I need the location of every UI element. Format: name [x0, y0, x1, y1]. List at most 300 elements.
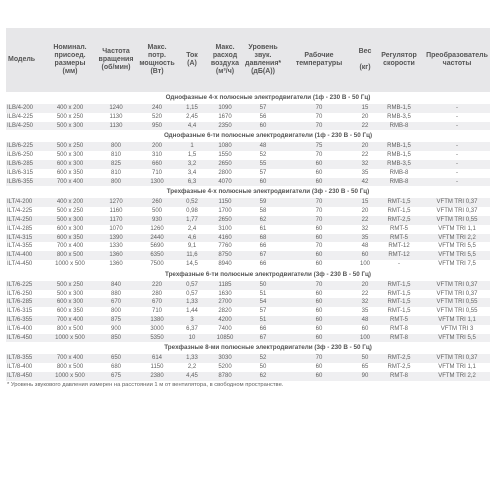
cell-weight: 15: [356, 104, 374, 113]
cell-noise: 66: [244, 325, 282, 334]
cell-converter: VFTM TRI 0,37: [424, 281, 490, 290]
header-converter: Преобразователь частоты: [424, 28, 490, 92]
cell-airflow: 8940: [206, 260, 244, 269]
cell-size: 500 x 300: [44, 216, 96, 225]
cell-current: 2,2: [178, 363, 206, 372]
cell-weight: 60: [356, 325, 374, 334]
cell-weight: 65: [356, 363, 374, 372]
cell-model: ILB/4-225: [6, 113, 44, 122]
table-row: [6, 142, 490, 151]
cell-noise: 66: [244, 242, 282, 251]
cell-frequency: 1270: [96, 198, 136, 207]
cell-frequency: 810: [96, 151, 136, 160]
cell-frequency: 825: [96, 160, 136, 169]
cell-current: 10: [178, 334, 206, 343]
cell-regulator: RMT-1,5: [374, 198, 424, 207]
table-row: [6, 234, 490, 243]
cell-size: 400 x 200: [44, 104, 96, 113]
cell-airflow: 7760: [206, 242, 244, 251]
cell-noise: 52: [244, 151, 282, 160]
cell-regulator: RMT-2,5: [374, 363, 424, 372]
table-row: [6, 207, 490, 216]
section-title: Трехфазные 4-х полюсные электродвигатели (3ф - 230 В - 50 Гц): [6, 186, 490, 198]
cell-converter: VFTM TRI 2,2: [424, 234, 490, 243]
cell-size: 400 x 200: [44, 198, 96, 207]
cell-current: 1: [178, 142, 206, 151]
cell-current: 1,33: [178, 354, 206, 363]
cell-regulator: RMB-3,5: [374, 160, 424, 169]
header-model: Модель: [6, 28, 44, 92]
table-row: [6, 242, 490, 251]
cell-size: 500 x 300: [44, 151, 96, 160]
cell-converter: VFTM TRI 3: [424, 325, 490, 334]
cell-model: ILT/6-315: [6, 307, 44, 316]
cell-size: 500 x 300: [44, 122, 96, 131]
cell-noise: 62: [244, 372, 282, 381]
cell-power: 260: [136, 198, 178, 207]
cell-regulator: RMT-2,5: [374, 354, 424, 363]
cell-size: 500 x 250: [44, 142, 96, 151]
cell-model: ILT/6-450: [6, 334, 44, 343]
cell-weight: 22: [356, 122, 374, 131]
cell-temperature: 70: [282, 113, 356, 122]
cell-noise: 56: [244, 113, 282, 122]
cell-airflow: 1550: [206, 151, 244, 160]
cell-model: ILT/6-225: [6, 281, 44, 290]
cell-size: 600 x 350: [44, 169, 96, 178]
cell-power: 3000: [136, 325, 178, 334]
cell-power: 7500: [136, 260, 178, 269]
header-temperature: Рабочие температуры: [282, 28, 356, 92]
cell-size: 600 x 300: [44, 160, 96, 169]
cell-power: 5350: [136, 334, 178, 343]
cell-weight: 20: [356, 207, 374, 216]
cell-model: ILB/6-225: [6, 142, 44, 151]
cell-size: 600 x 300: [44, 298, 96, 307]
header-noise: Уровень звук. давления* (дБ(А)): [244, 28, 282, 92]
cell-converter: -: [424, 122, 490, 131]
cell-converter: VFTM TRI 5,5: [424, 242, 490, 251]
cell-weight: 100: [356, 334, 374, 343]
cell-power: 6350: [136, 251, 178, 260]
table-body: [6, 92, 490, 381]
cell-current: 4,4: [178, 122, 206, 131]
cell-size: 700 x 400: [44, 316, 96, 325]
cell-weight: 35: [356, 234, 374, 243]
cell-converter: VFTM TRI 0,55: [424, 298, 490, 307]
section-title-row: [6, 186, 490, 198]
cell-current: 1,15: [178, 104, 206, 113]
cell-airflow: 2800: [206, 169, 244, 178]
table-row: [6, 225, 490, 234]
header-regulator: Регулятор скорости: [374, 28, 424, 92]
table-row: [6, 251, 490, 260]
cell-temperature: 60: [282, 225, 356, 234]
cell-converter: VFTM TRI 0,37: [424, 198, 490, 207]
cell-converter: VFTM TRI 2,2: [424, 372, 490, 381]
cell-temperature: 60: [282, 290, 356, 299]
cell-power: 500: [136, 207, 178, 216]
cell-size: 500 x 250: [44, 207, 96, 216]
table-header: [6, 28, 490, 92]
cell-power: 240: [136, 104, 178, 113]
cell-temperature: 75: [282, 142, 356, 151]
cell-airflow: 1630: [206, 290, 244, 299]
spec-table: [6, 28, 490, 381]
cell-converter: -: [424, 151, 490, 160]
cell-temperature: 70: [282, 198, 356, 207]
cell-power: 200: [136, 142, 178, 151]
cell-power: 710: [136, 307, 178, 316]
table-row: [6, 160, 490, 169]
cell-power: 660: [136, 160, 178, 169]
cell-temperature: 70: [282, 216, 356, 225]
footnote: * Уровень звукового давления измерен на расстоянии 1 м от вентилятора, в свободном пространстве.: [7, 381, 284, 388]
cell-noise: 50: [244, 363, 282, 372]
cell-frequency: 1360: [96, 260, 136, 269]
cell-weight: 48: [356, 242, 374, 251]
cell-converter: VFTM TRI 0,55: [424, 216, 490, 225]
cell-power: 1380: [136, 316, 178, 325]
cell-current: 1,5: [178, 151, 206, 160]
cell-noise: 48: [244, 142, 282, 151]
table-row: [6, 298, 490, 307]
cell-frequency: 670: [96, 298, 136, 307]
cell-model: ILT/6-285: [6, 298, 44, 307]
cell-weight: 15: [356, 198, 374, 207]
cell-airflow: 10850: [206, 334, 244, 343]
cell-regulator: RMT-1,5: [374, 298, 424, 307]
cell-regulator: RMB-8: [374, 122, 424, 131]
cell-weight: 35: [356, 169, 374, 178]
cell-model: ILT/4-315: [6, 234, 44, 243]
cell-airflow: 4070: [206, 178, 244, 187]
cell-current: 11,6: [178, 251, 206, 260]
cell-noise: 57: [244, 169, 282, 178]
table-row: [6, 316, 490, 325]
cell-converter: VFTM TRI 0,37: [424, 207, 490, 216]
cell-size: 500 x 250: [44, 113, 96, 122]
cell-noise: 51: [244, 316, 282, 325]
table-row: [6, 334, 490, 343]
cell-airflow: 2650: [206, 216, 244, 225]
cell-frequency: 840: [96, 281, 136, 290]
cell-converter: VFTM TRI 0,37: [424, 354, 490, 363]
cell-converter: -: [424, 113, 490, 122]
cell-converter: -: [424, 142, 490, 151]
cell-noise: 60: [244, 122, 282, 131]
table-row: [6, 104, 490, 113]
cell-power: 2380: [136, 372, 178, 381]
table-row: [6, 178, 490, 187]
cell-temperature: 60: [282, 160, 356, 169]
cell-regulator: RMT-1,5: [374, 307, 424, 316]
cell-current: 1,33: [178, 298, 206, 307]
cell-frequency: 880: [96, 290, 136, 299]
cell-temperature: 60: [282, 169, 356, 178]
cell-current: 0,52: [178, 198, 206, 207]
cell-power: 614: [136, 354, 178, 363]
cell-converter: VFTM TRI 5,5: [424, 251, 490, 260]
table-row: [6, 169, 490, 178]
cell-power: 520: [136, 113, 178, 122]
cell-model: ILB/6-315: [6, 169, 44, 178]
cell-weight: 50: [356, 354, 374, 363]
cell-airflow: 1670: [206, 113, 244, 122]
section-title-row: [6, 342, 490, 354]
cell-current: 3,2: [178, 160, 206, 169]
cell-model: ILT/4-355: [6, 242, 44, 251]
cell-size: 800 x 500: [44, 325, 96, 334]
cell-noise: 54: [244, 298, 282, 307]
cell-regulator: RMT-8: [374, 325, 424, 334]
cell-converter: -: [424, 178, 490, 187]
cell-power: 950: [136, 122, 178, 131]
section-title-row: [6, 269, 490, 281]
cell-frequency: 800: [96, 142, 136, 151]
cell-converter: VFTM TRI 1,1: [424, 225, 490, 234]
cell-current: 2,4: [178, 225, 206, 234]
cell-weight: 48: [356, 316, 374, 325]
cell-model: ILT/6-250: [6, 290, 44, 299]
cell-airflow: 2350: [206, 122, 244, 131]
cell-size: 600 x 300: [44, 225, 96, 234]
cell-temperature: 60: [282, 251, 356, 260]
section-title: Трехфазные 6-ти полюсные электродвигатели (3ф - 230 В - 50 Гц): [6, 269, 490, 281]
cell-size: 1000 x 500: [44, 372, 96, 381]
cell-regulator: RMT-5: [374, 316, 424, 325]
cell-regulator: RMT-5: [374, 234, 424, 243]
table-row: [6, 372, 490, 381]
section-title-row: [6, 92, 490, 104]
table-row: [6, 281, 490, 290]
cell-frequency: 1170: [96, 216, 136, 225]
cell-size: 800 x 500: [44, 251, 96, 260]
cell-model: ILB/4-250: [6, 122, 44, 131]
cell-model: ILT/6-355: [6, 316, 44, 325]
section-title-row: [6, 130, 490, 142]
table-row: [6, 122, 490, 131]
cell-weight: 22: [356, 216, 374, 225]
cell-temperature: 60: [282, 372, 356, 381]
cell-frequency: 800: [96, 307, 136, 316]
cell-converter: VFTM TRI 0,55: [424, 307, 490, 316]
table-row: [6, 307, 490, 316]
table-row: [6, 363, 490, 372]
cell-airflow: 4200: [206, 316, 244, 325]
cell-size: 1000 x 500: [44, 260, 96, 269]
cell-current: 14,5: [178, 260, 206, 269]
cell-current: 1,44: [178, 307, 206, 316]
cell-power: 1150: [136, 363, 178, 372]
cell-model: ILT/4-400: [6, 251, 44, 260]
cell-noise: 58: [244, 207, 282, 216]
table-row: [6, 198, 490, 207]
cell-power: 710: [136, 169, 178, 178]
cell-weight: 90: [356, 372, 374, 381]
cell-noise: 67: [244, 334, 282, 343]
cell-current: 6,3: [178, 178, 206, 187]
cell-temperature: 70: [282, 354, 356, 363]
cell-airflow: 8750: [206, 251, 244, 260]
cell-temperature: 60: [282, 363, 356, 372]
table-row: [6, 290, 490, 299]
table-row: [6, 216, 490, 225]
cell-frequency: 675: [96, 372, 136, 381]
cell-model: ILT/4-285: [6, 225, 44, 234]
cell-weight: 20: [356, 142, 374, 151]
cell-model: ILT/6-400: [6, 325, 44, 334]
cell-power: 280: [136, 290, 178, 299]
cell-converter: -: [424, 104, 490, 113]
cell-regulator: RMT-8: [374, 334, 424, 343]
cell-regulator: RMB-8: [374, 169, 424, 178]
cell-power: 930: [136, 216, 178, 225]
cell-temperature: 60: [282, 307, 356, 316]
cell-frequency: 1390: [96, 234, 136, 243]
cell-noise: 52: [244, 354, 282, 363]
table-row: [6, 354, 490, 363]
cell-regulator: RMT-5: [374, 225, 424, 234]
cell-current: 1,77: [178, 216, 206, 225]
cell-power: 5690: [136, 242, 178, 251]
cell-temperature: 60: [282, 234, 356, 243]
cell-temperature: 60: [282, 316, 356, 325]
cell-frequency: 1160: [96, 207, 136, 216]
cell-converter: -: [424, 160, 490, 169]
cell-frequency: 900: [96, 325, 136, 334]
table-row: [6, 113, 490, 122]
cell-model: ILB/4-200: [6, 104, 44, 113]
cell-frequency: 1130: [96, 113, 136, 122]
cell-noise: 50: [244, 281, 282, 290]
cell-converter: -: [424, 169, 490, 178]
cell-regulator: RMB-1,5: [374, 142, 424, 151]
cell-regulator: RMB-8: [374, 178, 424, 187]
section-title: Однофазные 6-ти полюсные электродвигатели (1ф - 230 В - 50 Гц): [6, 130, 490, 142]
cell-current: 2,45: [178, 113, 206, 122]
cell-model: ILB/6-285: [6, 160, 44, 169]
spec-table-container: [6, 28, 490, 388]
cell-size: 700 x 400: [44, 354, 96, 363]
cell-regulator: RMT-1,5: [374, 281, 424, 290]
cell-size: 700 x 400: [44, 178, 96, 187]
table-row: [6, 260, 490, 269]
cell-regulator: RMT-12: [374, 251, 424, 260]
cell-airflow: 7400: [206, 325, 244, 334]
cell-current: 4,6: [178, 234, 206, 243]
cell-temperature: 70: [282, 122, 356, 131]
header-airflow: Макс. расход воздуха (м³/ч): [206, 28, 244, 92]
cell-size: 600 x 350: [44, 307, 96, 316]
cell-temperature: 70: [282, 242, 356, 251]
cell-airflow: 1185: [206, 281, 244, 290]
cell-noise: 62: [244, 216, 282, 225]
cell-weight: 32: [356, 160, 374, 169]
cell-regulator: RMB-3,5: [374, 113, 424, 122]
cell-noise: 67: [244, 251, 282, 260]
cell-weight: 100: [356, 260, 374, 269]
cell-converter: VFTM TRI 0,37: [424, 290, 490, 299]
cell-converter: VFTM TRI 1,1: [424, 363, 490, 372]
cell-regulator: RMT-8: [374, 372, 424, 381]
header-size: Номинал. присоед. размеры (мм): [44, 28, 96, 92]
section-title: Однофазные 4-х полюсные электродвигатели (1ф - 230 В - 50 Гц): [6, 92, 490, 104]
cell-current: 0,98: [178, 207, 206, 216]
cell-weight: 32: [356, 298, 374, 307]
cell-power: 220: [136, 281, 178, 290]
cell-model: ILB/6-250: [6, 151, 44, 160]
cell-model: ILT/8-400: [6, 363, 44, 372]
cell-regulator: RMB-1,5: [374, 104, 424, 113]
cell-current: 3: [178, 316, 206, 325]
cell-frequency: 1240: [96, 104, 136, 113]
cell-size: 700 x 400: [44, 242, 96, 251]
cell-model: ILT/8-355: [6, 354, 44, 363]
cell-size: 1000 x 500: [44, 334, 96, 343]
cell-airflow: 1700: [206, 207, 244, 216]
cell-noise: 68: [244, 234, 282, 243]
cell-regulator: -: [374, 260, 424, 269]
cell-temperature: 60: [282, 325, 356, 334]
cell-noise: 60: [244, 178, 282, 187]
cell-airflow: 3030: [206, 354, 244, 363]
cell-regulator: RMT-12: [374, 242, 424, 251]
cell-weight: 35: [356, 307, 374, 316]
cell-current: 4,45: [178, 372, 206, 381]
cell-airflow: 8780: [206, 372, 244, 381]
cell-model: ILT/4-250: [6, 216, 44, 225]
cell-temperature: 60: [282, 178, 356, 187]
cell-size: 600 x 350: [44, 234, 96, 243]
cell-airflow: 2700: [206, 298, 244, 307]
cell-weight: 22: [356, 290, 374, 299]
cell-regulator: RMB-1,5: [374, 151, 424, 160]
cell-size: 800 x 500: [44, 363, 96, 372]
header-frequency: Частота вращения (об/мин): [96, 28, 136, 92]
cell-model: ILT/4-200: [6, 198, 44, 207]
cell-model: ILT/8-450: [6, 372, 44, 381]
cell-noise: 51: [244, 290, 282, 299]
cell-frequency: 850: [96, 334, 136, 343]
cell-model: ILT/4-225: [6, 207, 44, 216]
section-title: Трехфазные 8-ми полюсные электродвигатели (3ф - 230 В - 50 Гц): [6, 342, 490, 354]
cell-airflow: 2820: [206, 307, 244, 316]
cell-current: 0,57: [178, 290, 206, 299]
cell-airflow: 3100: [206, 225, 244, 234]
cell-weight: 42: [356, 178, 374, 187]
cell-temperature: 70: [282, 104, 356, 113]
cell-frequency: 1070: [96, 225, 136, 234]
cell-airflow: 4160: [206, 234, 244, 243]
cell-airflow: 5200: [206, 363, 244, 372]
cell-frequency: 1130: [96, 122, 136, 131]
cell-current: 0,57: [178, 281, 206, 290]
cell-temperature: 60: [282, 334, 356, 343]
cell-noise: 59: [244, 198, 282, 207]
cell-frequency: 650: [96, 354, 136, 363]
cell-size: 500 x 300: [44, 290, 96, 299]
cell-regulator: RMT-1,5: [374, 290, 424, 299]
cell-model: ILT/4-450: [6, 260, 44, 269]
cell-frequency: 680: [96, 363, 136, 372]
cell-airflow: 1090: [206, 104, 244, 113]
cell-temperature: 70: [282, 151, 356, 160]
cell-noise: 57: [244, 104, 282, 113]
cell-temperature: 60: [282, 260, 356, 269]
cell-temperature: 60: [282, 298, 356, 307]
cell-temperature: 70: [282, 281, 356, 290]
